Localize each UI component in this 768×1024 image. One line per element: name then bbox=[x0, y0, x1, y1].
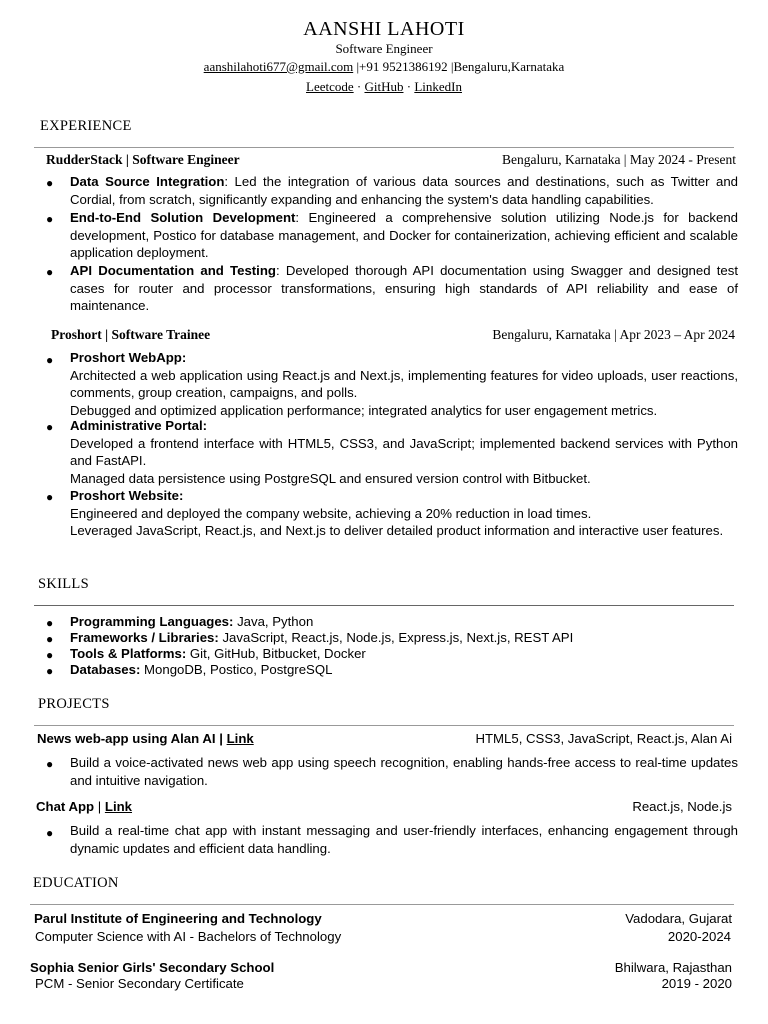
bullet-icon: ● bbox=[46, 490, 54, 504]
bullet-icon: ● bbox=[46, 648, 54, 662]
job-bullet: Proshort WebApp: Architected a web application using React.js and Next.js, implementing features for video uploads, user reactions, comments, group creation, campaigns, and polls. Debugged and optimized application performance; integrated analytics for user engagement metrics. bbox=[70, 350, 738, 418]
project-link[interactable]: Link bbox=[104, 799, 133, 814]
job-bullet: End-to-End Solution Development: Engineered a comprehensive solution utilizing Node.js for backend development, Postico for database management, and Docker for containerization, achieving efficient and scalable application deployment. bbox=[70, 210, 739, 261]
bullet-icon: ● bbox=[46, 176, 54, 190]
bullet-icon: ● bbox=[46, 757, 54, 771]
linkedin-link[interactable]: LinkedIn bbox=[414, 79, 462, 94]
job-title: Proshort | Software Trainee bbox=[51, 327, 211, 342]
phone: |+91 9521386192 bbox=[356, 59, 448, 74]
bullet-icon: ● bbox=[46, 616, 54, 630]
location: |Bengaluru,Karnataka bbox=[450, 59, 565, 74]
job-bullet: Administrative Portal: Developed a frontend interface with HTML5, CSS3, and JavaScript; implemented backend services with Python and FastAPI. Managed data persistence using PostgreSQL and ensured version control with Bitbucket. bbox=[70, 418, 738, 486]
job-location-date: Bengaluru, Karnataka | May 2024 - Present bbox=[501, 152, 736, 167]
project-separator: | bbox=[97, 799, 102, 814]
link-separator: · bbox=[406, 79, 412, 94]
job-heading bbox=[46, 152, 736, 168]
section-divider bbox=[34, 147, 734, 148]
section-divider bbox=[34, 725, 734, 726]
project-tech: HTML5, CSS3, JavaScript, React.js, Alan Ai bbox=[475, 731, 732, 746]
bullet-icon: ● bbox=[46, 632, 54, 646]
school-place: Vadodara, Gujarat bbox=[625, 911, 732, 926]
project-bullet: Build a real-time chat app with instant messaging and user-friendly interfaces, enhancing engagement through dynamic updates and efficient data handling. bbox=[70, 823, 738, 856]
section-title-projects: PROJECTS bbox=[38, 696, 110, 712]
degree-years: 2020-2024 bbox=[667, 929, 731, 944]
skill-item: Tools & Platforms: Git, GitHub, Bitbucket, Docker bbox=[70, 646, 366, 661]
job-heading bbox=[51, 327, 735, 343]
link-separator: · bbox=[356, 79, 362, 94]
job-title: RudderStack | Software Engineer bbox=[46, 152, 240, 167]
resume-name: AANSHI LAHOTI bbox=[303, 18, 465, 40]
leetcode-link[interactable]: Leetcode bbox=[306, 79, 354, 94]
school-name: Parul Institute of Engineering and Technology bbox=[34, 911, 322, 926]
section-title-skills: SKILLS bbox=[38, 576, 89, 592]
project-bullet: Build a voice-activated news web app using speech recognition, enabling hands-free access to real-time updates and intuitive navigation. bbox=[70, 755, 738, 788]
project-heading bbox=[37, 731, 732, 746]
section-divider bbox=[34, 605, 734, 606]
education-school-line bbox=[34, 911, 732, 926]
degree: PCM - Senior Secondary Certificate bbox=[35, 976, 244, 991]
skill-item: Databases: MongoDB, Postico, PostgreSQL bbox=[70, 662, 333, 677]
bullet-icon: ● bbox=[46, 353, 54, 367]
job-bullet: API Documentation and Testing: Developed thorough API documentation using Swagger and designed test cases for router and processor transformations, ensuring high standards of API reliability and ease of maintenance. bbox=[70, 263, 739, 314]
profile-links bbox=[0, 79, 768, 95]
section-divider bbox=[30, 904, 734, 905]
github-link[interactable]: GitHub bbox=[364, 79, 404, 94]
school-name: Sophia Senior Girls' Secondary School bbox=[30, 960, 275, 975]
bullet-icon: ● bbox=[46, 265, 54, 279]
project-tech: React.js, Node.js bbox=[632, 799, 732, 814]
email-link[interactable]: aanshilahoti677@gmail.com bbox=[203, 59, 354, 74]
bullet-icon: ● bbox=[46, 826, 54, 840]
project-separator: | bbox=[219, 731, 223, 746]
job-location-date: Bengaluru, Karnataka | Apr 2023 – Apr 2024 bbox=[492, 327, 735, 342]
school-place: Bhilwara, Rajasthan bbox=[614, 960, 732, 975]
degree: Computer Science with AI - Bachelors of Technology bbox=[35, 929, 342, 944]
education-school-line bbox=[30, 960, 732, 975]
contact-line bbox=[0, 59, 768, 75]
project-link[interactable]: Link bbox=[226, 731, 254, 746]
education-degree-line bbox=[35, 976, 732, 991]
section-title-experience: EXPERIENCE bbox=[40, 118, 132, 134]
skill-item: Frameworks / Libraries: JavaScript, React.js, Node.js, Express.js, Next.js, REST API bbox=[70, 630, 574, 645]
section-title-education: EDUCATION bbox=[33, 875, 119, 891]
bullet-icon: ● bbox=[46, 664, 54, 678]
project-name: Chat App bbox=[36, 799, 95, 814]
project-name: News web-app using Alan AI bbox=[37, 731, 216, 746]
education-degree-line bbox=[35, 929, 731, 944]
job-bullet: Data Source Integration: Led the integration of various data sources and destinations, such as Twitter and Cordial, from scratch, significantly expanding and enhancing the system's data handling capabilities. bbox=[70, 174, 738, 207]
project-heading bbox=[36, 799, 732, 814]
job-bullet: Proshort Website: Engineered and deployed the company website, achieving a 20% reduction in load times. Leveraged JavaScript, React.js, and Next.js to deliver detailed product information and interactive user features. bbox=[70, 488, 724, 539]
bullet-icon: ● bbox=[46, 212, 54, 226]
resume-role: Software Engineer bbox=[335, 41, 433, 56]
degree-years: 2019 - 2020 bbox=[661, 976, 732, 991]
bullet-icon: ● bbox=[46, 420, 54, 434]
skill-item: Programming Languages: Java, Python bbox=[70, 614, 314, 629]
